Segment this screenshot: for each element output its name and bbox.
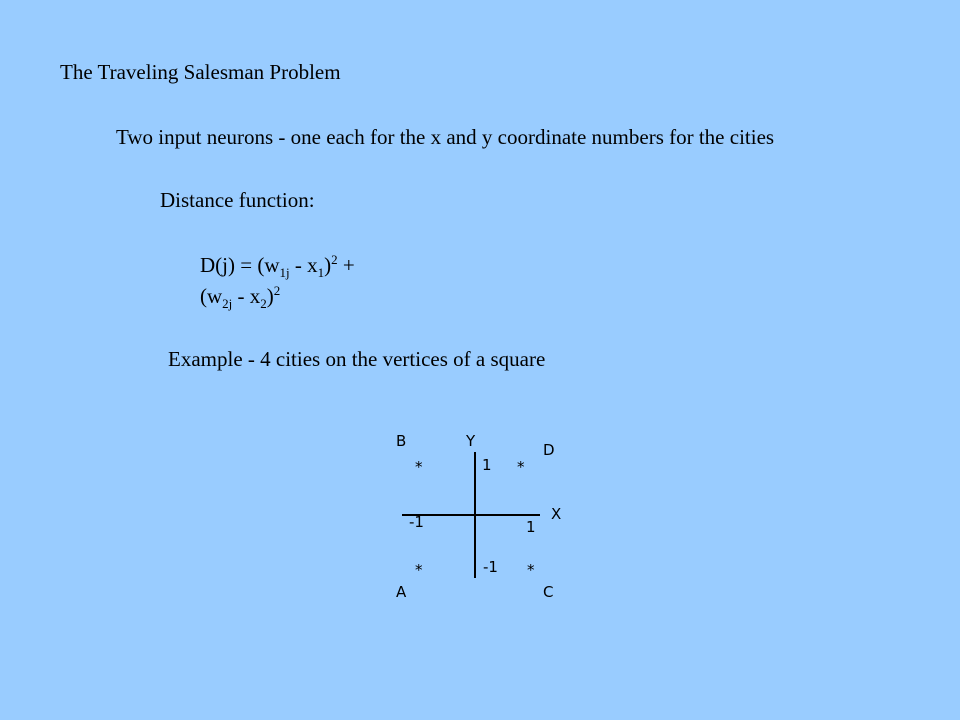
formula-part: D(j) = (w (200, 253, 280, 277)
formula-part: - x (232, 284, 261, 308)
formula-part: + (337, 253, 355, 277)
slide-title: The Traveling Salesman Problem (60, 60, 341, 84)
city-a-label: A (396, 583, 407, 601)
city-d-label: D (543, 441, 555, 459)
input-neurons-text: Two input neurons - one each for the x and y coordinate numbers for the cities (116, 125, 775, 149)
formula-superscript: 2 (331, 252, 338, 267)
city-c-marker: * (527, 561, 535, 579)
formula-subscript: 2j (222, 296, 233, 312)
formula-part: - x (289, 253, 318, 277)
city-b-marker: * (415, 458, 423, 476)
x-tick-positive: 1 (526, 518, 536, 536)
formula-part: ) (266, 284, 274, 308)
y-tick-negative: -1 (483, 558, 498, 576)
x-tick-negative: -1 (409, 513, 424, 531)
city-b-label: B (396, 432, 407, 450)
formula-line-1 (200, 252, 355, 281)
formula-subscript: 1j (279, 265, 290, 281)
x-axis-label: X (551, 505, 562, 523)
city-c-label: C (543, 583, 554, 601)
formula-part: (w (200, 284, 223, 308)
city-d-marker: * (517, 458, 525, 476)
city-square-diagram (360, 415, 600, 615)
formula-subscript: 2 (260, 296, 267, 312)
formula-part: ) (324, 253, 332, 277)
distance-function-label: Distance function: (160, 188, 315, 212)
formula-line-2 (200, 283, 281, 312)
formula-subscript: 1 (317, 265, 325, 281)
city-a-marker: * (415, 561, 423, 579)
example-text: Example - 4 cities on the vertices of a square (168, 347, 546, 371)
y-axis-label: Y (466, 432, 476, 450)
formula-superscript: 2 (273, 283, 281, 298)
y-tick-positive: 1 (482, 456, 492, 474)
